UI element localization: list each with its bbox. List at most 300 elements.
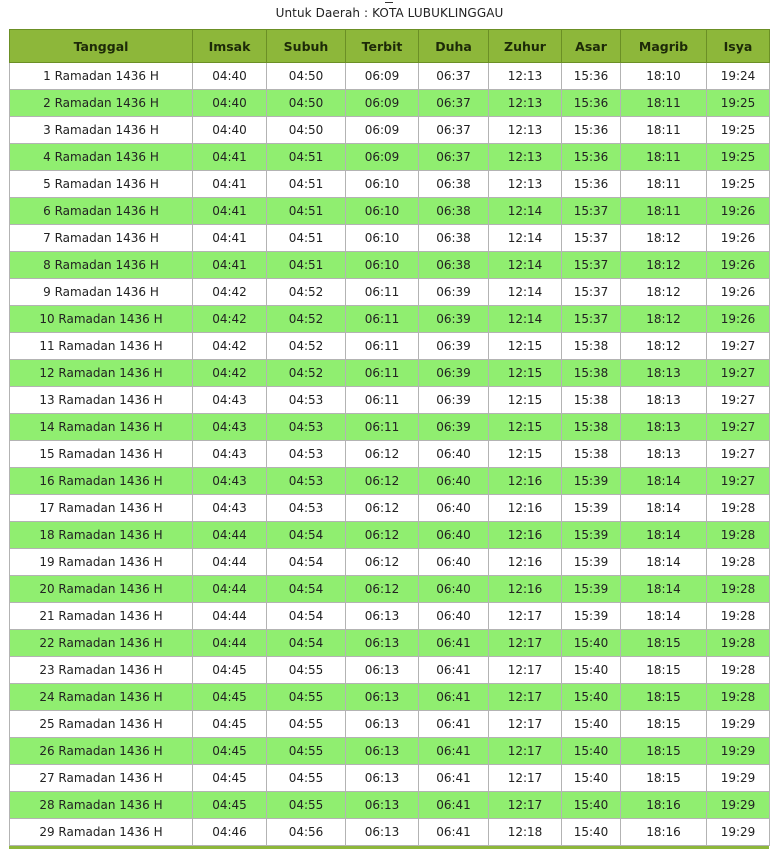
date-cell: 9 Ramadan 1436 H [10,279,193,306]
isya-cell: 19:29 [707,819,770,846]
table-row [10,549,770,576]
asar-cell: 15:37 [562,198,621,225]
magrib-cell: 18:11 [621,171,707,198]
asar-cell: 15:36 [562,63,621,90]
table-row [10,792,770,819]
duha-cell: 06:37 [419,63,489,90]
magrib-cell: 18:11 [621,117,707,144]
table-row [10,441,770,468]
date-cell: 17 Ramadan 1436 H [10,495,193,522]
date-cell: 10 Ramadan 1436 H [10,306,193,333]
magrib-cell: 18:14 [621,495,707,522]
date-cell: 29 Ramadan 1436 H [10,819,193,846]
duha-cell: 06:40 [419,495,489,522]
terbit-cell: 06:11 [346,360,419,387]
zuhur-cell: 12:17 [489,711,562,738]
subuh-cell: 04:53 [267,495,346,522]
duha-cell: 06:39 [419,306,489,333]
duha-cell: 06:37 [419,144,489,171]
magrib-cell: 18:14 [621,576,707,603]
magrib-cell: 18:11 [621,90,707,117]
zuhur-cell: 12:13 [489,117,562,144]
isya-cell: 19:29 [707,711,770,738]
table-row [10,171,770,198]
subuh-cell: 04:55 [267,684,346,711]
zuhur-cell: 12:15 [489,414,562,441]
magrib-cell: 18:11 [621,198,707,225]
date-cell: 21 Ramadan 1436 H [10,603,193,630]
magrib-cell: 18:16 [621,792,707,819]
table-row [10,387,770,414]
date-cell: 16 Ramadan 1436 H [10,468,193,495]
imsak-cell: 04:45 [193,684,267,711]
zuhur-cell: 12:15 [489,441,562,468]
zuhur-cell: 12:15 [489,360,562,387]
terbit-cell: 06:13 [346,630,419,657]
asar-cell: 15:38 [562,333,621,360]
table-row [10,495,770,522]
isya-cell: 19:25 [707,171,770,198]
subuh-cell: 04:55 [267,792,346,819]
subuh-cell: 04:55 [267,657,346,684]
subuh-cell: 04:51 [267,171,346,198]
asar-cell: 15:40 [562,630,621,657]
terbit-cell: 06:09 [346,63,419,90]
terbit-cell: 06:11 [346,387,419,414]
asar-cell: 15:40 [562,684,621,711]
zuhur-cell: 12:17 [489,603,562,630]
zuhur-cell: 12:14 [489,279,562,306]
imsak-cell: 04:42 [193,306,267,333]
column-header-imsak: Imsak [193,30,267,63]
magrib-cell: 18:15 [621,684,707,711]
table-row [10,765,770,792]
asar-cell: 15:38 [562,441,621,468]
table-header-row [10,30,770,63]
isya-cell: 19:25 [707,90,770,117]
date-cell: 27 Ramadan 1436 H [10,765,193,792]
magrib-cell: 18:10 [621,63,707,90]
table-row [10,360,770,387]
terbit-cell: 06:12 [346,468,419,495]
duha-cell: 06:38 [419,171,489,198]
date-cell: 24 Ramadan 1436 H [10,684,193,711]
imsak-cell: 04:41 [193,198,267,225]
subuh-cell: 04:51 [267,225,346,252]
duha-cell: 06:41 [419,765,489,792]
subuh-cell: 04:52 [267,279,346,306]
asar-cell: 15:38 [562,414,621,441]
subuh-cell: 04:54 [267,522,346,549]
isya-cell: 19:26 [707,279,770,306]
duha-cell: 06:38 [419,252,489,279]
isya-cell: 19:26 [707,252,770,279]
asar-cell: 15:39 [562,468,621,495]
terbit-cell: 06:10 [346,171,419,198]
zuhur-cell: 12:13 [489,171,562,198]
imsak-cell: 04:42 [193,333,267,360]
terbit-cell: 06:12 [346,549,419,576]
date-cell: 12 Ramadan 1436 H [10,360,193,387]
date-cell: 4 Ramadan 1436 H [10,144,193,171]
zuhur-cell: 12:14 [489,225,562,252]
subuh-cell: 04:55 [267,765,346,792]
magrib-cell: 18:15 [621,738,707,765]
terbit-cell: 06:13 [346,738,419,765]
imsak-cell: 04:41 [193,144,267,171]
magrib-cell: 18:13 [621,414,707,441]
magrib-cell: 18:15 [621,711,707,738]
date-cell: 14 Ramadan 1436 H [10,414,193,441]
date-cell: 22 Ramadan 1436 H [10,630,193,657]
zuhur-cell: 12:13 [489,144,562,171]
date-cell: 15 Ramadan 1436 H [10,441,193,468]
imsak-cell: 04:41 [193,225,267,252]
zuhur-cell: 12:17 [489,738,562,765]
subuh-cell: 04:53 [267,468,346,495]
duha-cell: 06:40 [419,603,489,630]
magrib-cell: 18:12 [621,252,707,279]
duha-cell: 06:41 [419,738,489,765]
isya-cell: 19:27 [707,441,770,468]
imsak-cell: 04:44 [193,522,267,549]
magrib-cell: 18:12 [621,279,707,306]
magrib-cell: 18:13 [621,360,707,387]
table-row [10,414,770,441]
imsak-cell: 04:44 [193,549,267,576]
imsak-cell: 04:40 [193,63,267,90]
magrib-cell: 18:12 [621,333,707,360]
terbit-cell: 06:11 [346,333,419,360]
duha-cell: 06:40 [419,549,489,576]
date-cell: 18 Ramadan 1436 H [10,522,193,549]
column-header-duha: Duha [419,30,489,63]
magrib-cell: 18:14 [621,549,707,576]
zuhur-cell: 12:16 [489,549,562,576]
table-row [10,117,770,144]
terbit-cell: 06:13 [346,792,419,819]
isya-cell: 19:25 [707,144,770,171]
zuhur-cell: 12:17 [489,630,562,657]
column-header-terbit: Terbit [346,30,419,63]
table-row [10,603,770,630]
isya-cell: 19:29 [707,765,770,792]
asar-cell: 15:40 [562,792,621,819]
magrib-cell: 18:15 [621,765,707,792]
isya-cell: 19:28 [707,495,770,522]
terbit-cell: 06:12 [346,495,419,522]
zuhur-cell: 12:18 [489,819,562,846]
terbit-cell: 06:10 [346,198,419,225]
table-row [10,63,770,90]
table-row [10,198,770,225]
imsak-cell: 04:43 [193,441,267,468]
subuh-cell: 04:50 [267,90,346,117]
imsak-cell: 04:40 [193,90,267,117]
date-cell: 28 Ramadan 1436 H [10,792,193,819]
duha-cell: 06:41 [419,684,489,711]
isya-cell: 19:28 [707,657,770,684]
terbit-cell: 06:11 [346,306,419,333]
zuhur-cell: 12:17 [489,657,562,684]
duha-cell: 06:39 [419,360,489,387]
column-header-magrib: Magrib [621,30,707,63]
column-header-zuhur: Zuhur [489,30,562,63]
terbit-cell: 06:13 [346,657,419,684]
zuhur-cell: 12:14 [489,306,562,333]
duha-cell: 06:41 [419,711,489,738]
subuh-cell: 04:51 [267,198,346,225]
asar-cell: 15:36 [562,171,621,198]
table-row [10,819,770,846]
date-cell: 19 Ramadan 1436 H [10,549,193,576]
column-header-subuh: Subuh [267,30,346,63]
subuh-cell: 04:54 [267,549,346,576]
asar-cell: 15:37 [562,279,621,306]
imsak-cell: 04:41 [193,171,267,198]
subuh-cell: 04:51 [267,144,346,171]
subuh-cell: 04:52 [267,306,346,333]
zuhur-cell: 12:16 [489,522,562,549]
duha-cell: 06:40 [419,468,489,495]
isya-cell: 19:27 [707,360,770,387]
duha-cell: 06:39 [419,333,489,360]
asar-cell: 15:40 [562,738,621,765]
isya-cell: 19:25 [707,117,770,144]
table-row [10,144,770,171]
isya-cell: 19:28 [707,684,770,711]
subuh-cell: 04:50 [267,117,346,144]
subuh-cell: 04:56 [267,819,346,846]
duha-cell: 06:37 [419,117,489,144]
subuh-cell: 04:55 [267,711,346,738]
subuh-cell: 04:53 [267,441,346,468]
imsak-cell: 04:44 [193,576,267,603]
asar-cell: 15:36 [562,90,621,117]
isya-cell: 19:26 [707,198,770,225]
prayer-schedule-table [9,29,770,846]
isya-cell: 19:24 [707,63,770,90]
isya-cell: 19:29 [707,792,770,819]
duha-cell: 06:40 [419,441,489,468]
imsak-cell: 04:45 [193,657,267,684]
asar-cell: 15:36 [562,144,621,171]
asar-cell: 15:40 [562,819,621,846]
duha-cell: 06:41 [419,630,489,657]
zuhur-cell: 12:14 [489,252,562,279]
subuh-cell: 04:54 [267,576,346,603]
isya-cell: 19:27 [707,468,770,495]
isya-cell: 19:28 [707,549,770,576]
imsak-cell: 04:44 [193,603,267,630]
magrib-cell: 18:13 [621,441,707,468]
asar-cell: 15:40 [562,765,621,792]
region-subtitle: Untuk Daerah : KOTA LUBUKLINGGAU [275,6,504,20]
isya-cell: 19:27 [707,414,770,441]
terbit-cell: 06:12 [346,441,419,468]
isya-cell: 19:28 [707,576,770,603]
imsak-cell: 04:42 [193,360,267,387]
imsak-cell: 04:40 [193,117,267,144]
magrib-cell: 18:13 [621,387,707,414]
imsak-cell: 04:41 [193,252,267,279]
terbit-cell: 06:13 [346,765,419,792]
table-row [10,468,770,495]
asar-cell: 15:39 [562,576,621,603]
table-row [10,333,770,360]
duha-cell: 06:41 [419,819,489,846]
magrib-cell: 18:14 [621,522,707,549]
magrib-cell: 18:12 [621,306,707,333]
magrib-cell: 18:14 [621,603,707,630]
imsak-cell: 04:46 [193,819,267,846]
table-bottom-divider [9,846,769,849]
terbit-cell: 06:13 [346,684,419,711]
magrib-cell: 18:15 [621,630,707,657]
isya-cell: 19:29 [707,738,770,765]
date-cell: 13 Ramadan 1436 H [10,387,193,414]
table-row [10,711,770,738]
imsak-cell: 04:45 [193,711,267,738]
zuhur-cell: 12:15 [489,387,562,414]
subuh-cell: 04:51 [267,252,346,279]
asar-cell: 15:37 [562,225,621,252]
imsak-cell: 04:45 [193,765,267,792]
terbit-cell: 06:13 [346,819,419,846]
magrib-cell: 18:14 [621,468,707,495]
terbit-cell: 06:11 [346,279,419,306]
duha-cell: 06:38 [419,225,489,252]
zuhur-cell: 12:13 [489,63,562,90]
date-cell: 2 Ramadan 1436 H [10,90,193,117]
date-cell: 20 Ramadan 1436 H [10,576,193,603]
imsak-cell: 04:43 [193,495,267,522]
duha-cell: 06:39 [419,414,489,441]
imsak-cell: 04:43 [193,414,267,441]
magrib-cell: 18:16 [621,819,707,846]
date-cell: 11 Ramadan 1436 H [10,333,193,360]
magrib-cell: 18:11 [621,144,707,171]
zuhur-cell: 12:17 [489,684,562,711]
zuhur-cell: 12:16 [489,576,562,603]
magrib-cell: 18:15 [621,657,707,684]
terbit-cell: 06:10 [346,225,419,252]
duha-cell: 06:40 [419,576,489,603]
table-row [10,306,770,333]
subuh-cell: 04:53 [267,387,346,414]
terbit-cell: 06:13 [346,711,419,738]
table-row [10,630,770,657]
zuhur-cell: 12:16 [489,468,562,495]
imsak-cell: 04:45 [193,738,267,765]
terbit-cell: 06:09 [346,117,419,144]
zuhur-cell: 12:17 [489,792,562,819]
date-cell: 1 Ramadan 1436 H [10,63,193,90]
asar-cell: 15:38 [562,387,621,414]
terbit-cell: 06:12 [346,522,419,549]
table-row [10,279,770,306]
date-cell: 26 Ramadan 1436 H [10,738,193,765]
zuhur-cell: 12:17 [489,765,562,792]
magrib-cell: 18:12 [621,225,707,252]
zuhur-cell: 12:15 [489,333,562,360]
date-cell: 25 Ramadan 1436 H [10,711,193,738]
duha-cell: 06:38 [419,198,489,225]
isya-cell: 19:28 [707,603,770,630]
terbit-cell: 06:09 [346,144,419,171]
terbit-cell: 06:13 [346,603,419,630]
subuh-cell: 04:54 [267,603,346,630]
imsak-cell: 04:43 [193,468,267,495]
date-cell: 8 Ramadan 1436 H [10,252,193,279]
table-row [10,225,770,252]
table-body [10,63,770,846]
terbit-cell: 06:09 [346,90,419,117]
subuh-cell: 04:52 [267,333,346,360]
duha-cell: 06:37 [419,90,489,117]
imsak-cell: 04:45 [193,792,267,819]
column-header-asar: Asar [562,30,621,63]
table-row [10,90,770,117]
asar-cell: 15:37 [562,306,621,333]
duha-cell: 06:41 [419,792,489,819]
subuh-cell: 04:55 [267,738,346,765]
terbit-cell: 06:11 [346,414,419,441]
table-row [10,252,770,279]
date-cell: 7 Ramadan 1436 H [10,225,193,252]
terbit-cell: 06:12 [346,576,419,603]
zuhur-cell: 12:16 [489,495,562,522]
isya-cell: 19:26 [707,306,770,333]
imsak-cell: 04:43 [193,387,267,414]
asar-cell: 15:40 [562,711,621,738]
table-row [10,738,770,765]
zuhur-cell: 12:14 [489,198,562,225]
asar-cell: 15:37 [562,252,621,279]
isya-cell: 19:26 [707,225,770,252]
date-cell: 23 Ramadan 1436 H [10,657,193,684]
imsak-cell: 04:42 [193,279,267,306]
asar-cell: 15:39 [562,495,621,522]
table-row [10,684,770,711]
column-header-isya: Isya [707,30,770,63]
zuhur-cell: 12:13 [489,90,562,117]
asar-cell: 15:39 [562,522,621,549]
terbit-cell: 06:10 [346,252,419,279]
asar-cell: 15:40 [562,657,621,684]
isya-cell: 19:28 [707,630,770,657]
duha-cell: 06:39 [419,279,489,306]
subuh-cell: 04:53 [267,414,346,441]
isya-cell: 19:27 [707,387,770,414]
column-header-tanggal: Tanggal [10,30,193,63]
asar-cell: 15:39 [562,603,621,630]
table-row [10,576,770,603]
table-row [10,522,770,549]
asar-cell: 15:36 [562,117,621,144]
asar-cell: 15:39 [562,549,621,576]
title-fragment [385,0,393,3]
date-cell: 6 Ramadan 1436 H [10,198,193,225]
isya-cell: 19:28 [707,522,770,549]
table-row [10,657,770,684]
duha-cell: 06:40 [419,522,489,549]
date-cell: 5 Ramadan 1436 H [10,171,193,198]
isya-cell: 19:27 [707,333,770,360]
imsak-cell: 04:44 [193,630,267,657]
date-cell: 3 Ramadan 1436 H [10,117,193,144]
duha-cell: 06:41 [419,657,489,684]
